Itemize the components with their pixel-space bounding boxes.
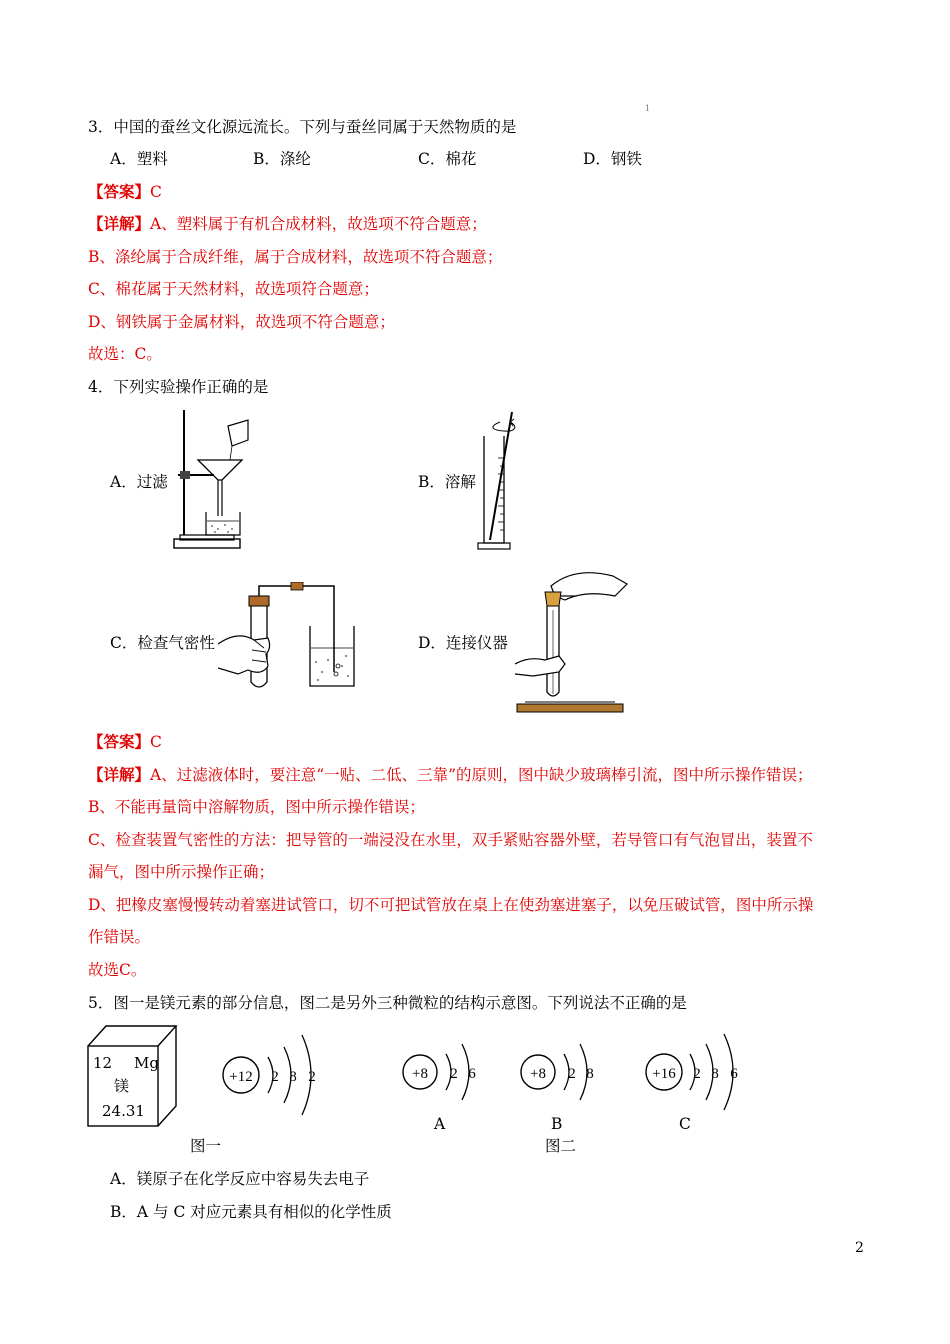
q4-answer: 【答案】C [88,732,162,751]
particle-a-shell-1: 2 [450,1066,458,1082]
dissolving-illustration [470,408,530,558]
mg-atom-structure [218,1030,328,1120]
page-number: 2 [855,1240,864,1256]
particle-b-shell-2: 8 [586,1066,594,1082]
element-name: 镁 [114,1077,130,1095]
particle-c-structure [642,1030,752,1114]
q3-detail-4: D、钢铁属于金属材料，故选项不符合题意； [88,313,395,331]
element-atomic-number: 12 [93,1054,113,1072]
filtration-illustration [170,408,250,553]
mg-nucleus-charge: +12 [229,1069,253,1085]
q3-conclusion: 故选：C。 [88,345,162,363]
particle-a-label: A [434,1115,446,1133]
particle-c-nucleus: +16 [652,1066,676,1082]
q3-detail-2: B、涤纶属于合成纤维，属于合成材料，故选项不符合题意； [88,248,503,266]
q4-option-c: C．检查气密性 [110,634,215,652]
particle-a-structure [400,1040,490,1104]
particle-a-shell-2: 6 [468,1066,476,1082]
particle-c-shell-2: 8 [711,1066,719,1082]
q3-option-a: A．塑料 [110,150,168,168]
q3-option-d: D．钢铁 [583,150,642,168]
q4-detail-4: D、把橡皮塞慢慢转动着塞进试管口，切不可把试管放在桌上在使劲塞进塞子，以免压破试管，图中所示操 [88,896,814,914]
q3-stem: 3．中国的蚕丝文化源远流长。下列与蚕丝同属于天然物质的是 [88,118,517,136]
particle-c-shell-1: 2 [693,1066,701,1082]
q4-option-b: B．溶解 [418,473,476,491]
q4-detail-1: 【详解】A、过滤液体时，要注意“一贴、二低、三靠”的原则，图中缺少玻璃棒引流，图中所示操作错误； [88,765,813,784]
figure-2-caption: 图二 [545,1137,577,1155]
element-symbol: Mg [134,1054,159,1072]
q3-answer: 【答案】C [88,182,162,201]
particle-a-nucleus: +8 [412,1066,428,1082]
q3-detail-1: 【详解】A、塑料属于有机合成材料，故选项不符合题意； [88,214,487,233]
connecting-apparatus-illustration [515,566,630,718]
q5-option-b: B．A 与 C 对应元素具有相似的化学性质 [110,1203,392,1221]
q4-detail-3: C、检查装置气密性的方法：把导管的一端浸没在水里，双手紧贴容器外壁，若导管口有气泡冒出，装置不 [88,831,813,849]
q4-detail-2: B、不能再量筒中溶解物质，图中所示操作错误； [88,798,425,816]
page-mark: 1 [645,104,651,113]
mg-shell-1: 2 [271,1069,279,1085]
q4-option-d: D．连接仪器 [418,634,508,652]
mg-shell-3: 2 [308,1069,316,1085]
figure-1-caption: 图一 [190,1137,222,1155]
particle-b-shell-1: 2 [568,1066,576,1082]
mg-shell-2: 8 [289,1069,297,1085]
q4-detail-4-cont: 作错误。 [88,928,151,946]
particle-b-structure [518,1040,608,1104]
q3-option-c: C．棉花 [418,150,477,168]
particle-c-shell-3: 6 [730,1066,738,1082]
particle-c-label: C [679,1115,691,1133]
q5-option-a: A．镁原子在化学反应中容易失去电子 [110,1170,370,1188]
q4-stem: 4．下列实验操作正确的是 [88,378,269,396]
q3-detail-3: C、棉花属于天然材料，故选项符合题意； [88,280,379,298]
q3-option-b: B．涤纶 [253,150,311,168]
particle-b-nucleus: +8 [530,1066,546,1082]
particle-b-label: B [551,1115,563,1133]
q4-detail-3-cont: 漏气，图中所示操作正确； [88,863,275,881]
q4-conclusion: 故选C。 [88,961,147,979]
element-atomic-mass: 24.31 [102,1102,145,1120]
q5-stem: 5．图一是镁元素的部分信息，图二是另外三种微粒的结构示意图。下列说法不正确的是 [88,994,687,1012]
airtightness-illustration [218,582,358,697]
q4-option-a: A．过滤 [110,473,168,491]
